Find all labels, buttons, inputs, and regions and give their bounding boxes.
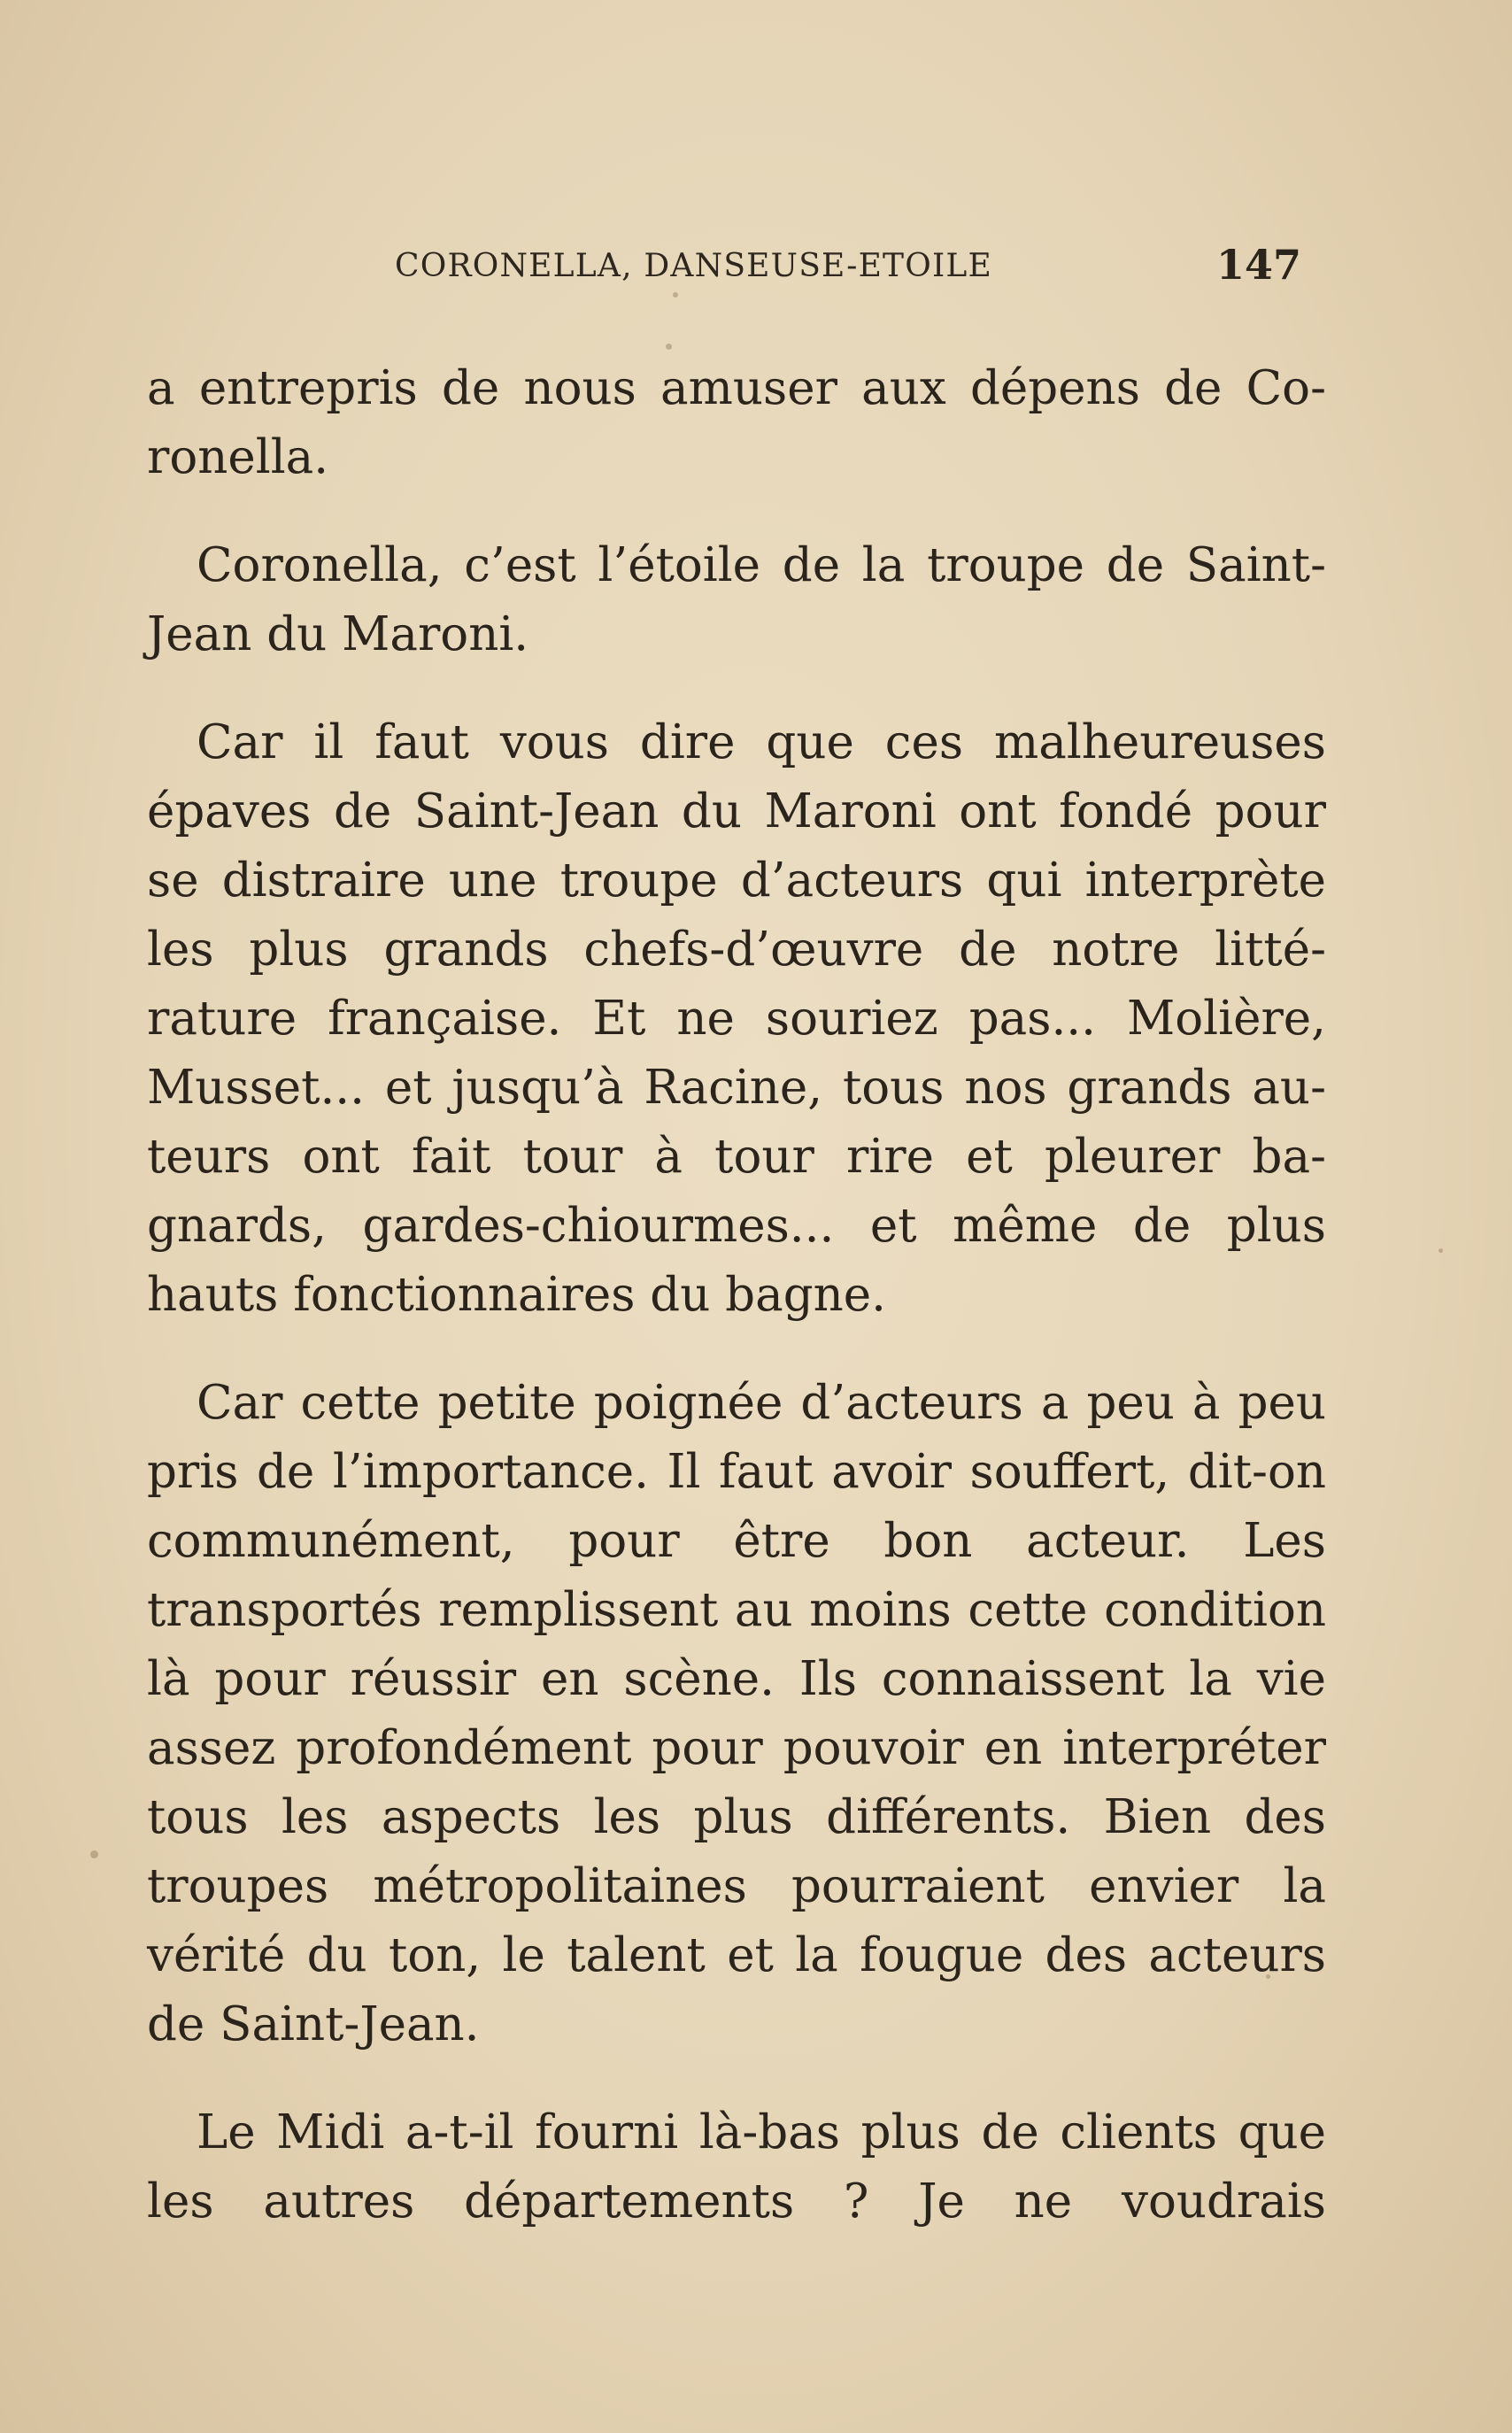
body-text xyxy=(147,354,1326,2275)
paper-speck xyxy=(90,1850,98,1858)
page-number: 147 xyxy=(1215,241,1301,289)
paragraph: Car cette petite poignée d’acteurs a peu à peu pris de l’importance. Il faut avoir souffert, dit-on communément, pour être bon acteur. Les transportés remplissent au moins cette condition là pour réussir en scène. Ils connaissent la vie assez profondément pour pouvoir en interpréter tous les aspects les plus différents. Bien des troupes métropolitaines pourraient envier la vérité du ton, le talent et la fougue des acteurs de Saint-Jean. xyxy=(147,1376,1326,2051)
running-header xyxy=(390,241,1301,294)
paragraph: a entrepris de nous amuser aux dépens de Coronella. xyxy=(147,361,1326,484)
paper-speck xyxy=(666,344,672,350)
running-title: CORONELLA, DANSEUSE-ETOILE xyxy=(395,248,992,284)
paragraph: Le Midi a-t-il fourni là-bas plus de clients que les autres départements ? Je ne voudrais xyxy=(147,2105,1326,2228)
paragraph: Car il faut vous dire que ces malheureuses épaves de Saint-Jean du Maroni ont fondé pour se distraire une troupe d’acteurs qui interprète les plus grands chefs-d’œuvre de notre littérature française. Et ne souriez pas... Molière, Musset... et jusqu’à Racine, tous nos grands auteurs ont fait tour à tour rire et pleurer bagnards, gardes-chiourmes... et même de plus hauts fonctionnaires du bagne. xyxy=(147,715,1326,1322)
paper-speck xyxy=(1439,1248,1443,1253)
paragraph: Coronella, c’est l’étoile de la troupe de Saint-Jean du Maroni. xyxy=(147,538,1326,661)
